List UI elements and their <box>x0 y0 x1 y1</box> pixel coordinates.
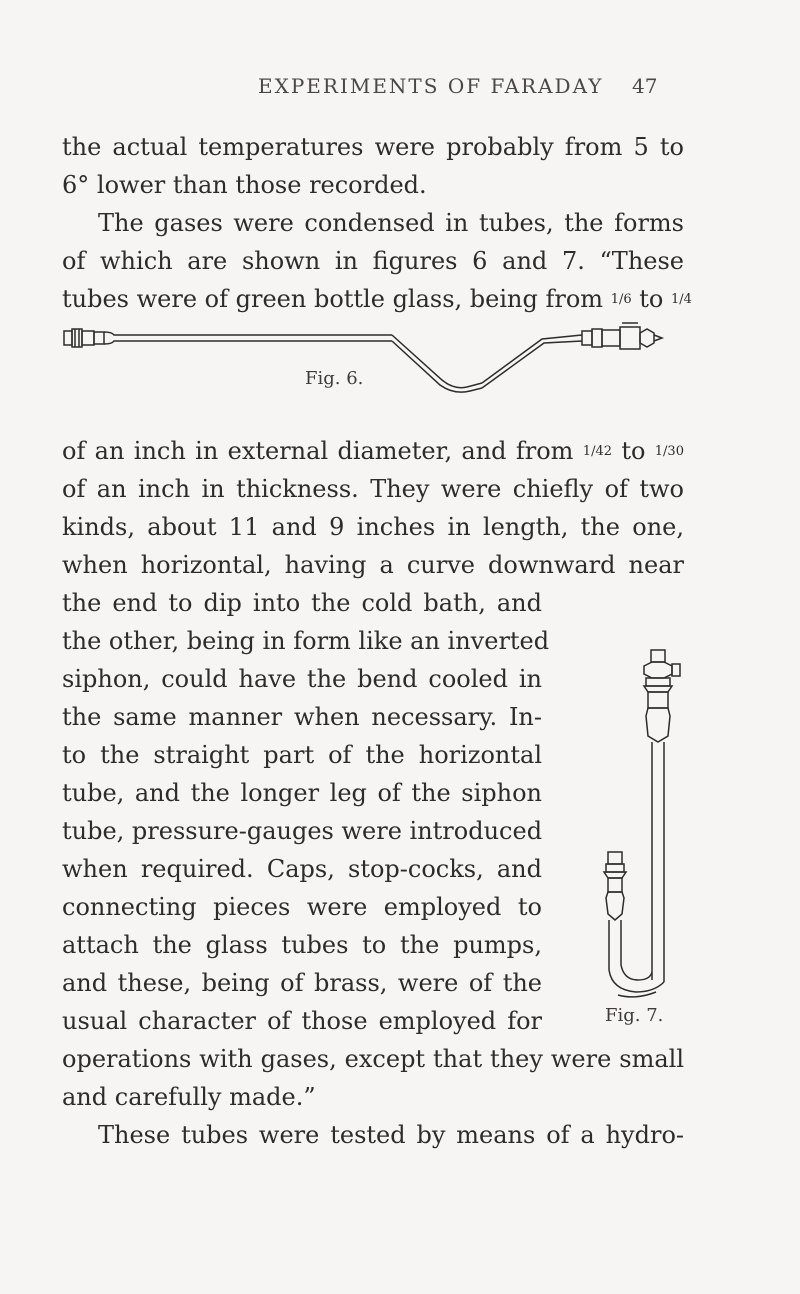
text-line-22: operations with gases, except that they were small <box>62 1045 684 1073</box>
running-header <box>0 74 800 104</box>
running-title: EXPERIMENTS OF FARADAY <box>258 74 604 98</box>
text-line-11: the other, being in form like an inverted <box>62 627 550 655</box>
text-line-24: These tubes were tested by means of a hydro- <box>98 1121 684 1149</box>
text-line-9: when horizontal, having a curve downward near <box>62 551 684 579</box>
fig7-caption: Fig. 7. <box>605 1005 664 1026</box>
text-line-15: tube, and the longer leg of the siphon <box>62 779 542 807</box>
fraction-one-sixth: 1/6 <box>610 292 632 307</box>
text-line-4: of which are shown in figures 6 and 7. “These <box>62 247 684 275</box>
text-line-23: and carefully made.” <box>62 1083 316 1111</box>
text-to: to <box>639 285 664 313</box>
fig6-tube-drawing <box>62 325 702 415</box>
text-line-10: the end to dip into the cold bath, and <box>62 589 542 617</box>
page-number: 47 <box>632 74 658 98</box>
text-line-8: kinds, about 11 and 9 inches in length, the one, <box>62 513 684 541</box>
text-line-17: when required. Caps, stop-cocks, and <box>62 855 542 883</box>
text-line-6 <box>62 436 684 466</box>
text-line-21: usual character of those employed for <box>62 1007 542 1035</box>
figure-7 <box>578 640 688 1040</box>
text-line-6-main: of an inch in external diameter, and from <box>62 437 574 465</box>
text-line-12: siphon, could have the bend cooled in <box>62 665 542 693</box>
fraction-one-forty-second: 1/42 <box>582 444 612 459</box>
fraction-one-quarter: 1/4 <box>671 292 692 307</box>
fig6-caption: Fig. 6. <box>305 368 364 389</box>
text-line-14: to the straight part of the horizontal <box>62 741 542 769</box>
fraction-one-thirtieth: 1/30 <box>654 444 684 459</box>
text-line-19: attach the glass tubes to the pumps, <box>62 931 542 959</box>
fig7-siphon-drawing <box>578 640 688 1040</box>
text-line-13: the same manner when necessary. In- <box>62 703 542 731</box>
text-line-3: The gases were condensed in tubes, the forms <box>98 209 684 237</box>
text-line-16: tube, pressure-gauges were introduced <box>62 817 543 845</box>
text-line-20: and these, being of brass, were of the <box>62 969 542 997</box>
text-line-7: of an inch in thickness. They were chiefly of two <box>62 475 684 503</box>
text-line-5 <box>62 284 692 314</box>
text-to-2: to <box>621 437 646 465</box>
text-line-2: 6° lower than those recorded. <box>62 171 427 199</box>
text-line-5-main: tubes were of green bottle glass, being from <box>62 285 604 313</box>
text-line-18: connecting pieces were employed to <box>62 893 542 921</box>
text-line-1: the actual temperatures were probably from 5 to <box>62 133 684 161</box>
figure-6 <box>62 325 702 415</box>
